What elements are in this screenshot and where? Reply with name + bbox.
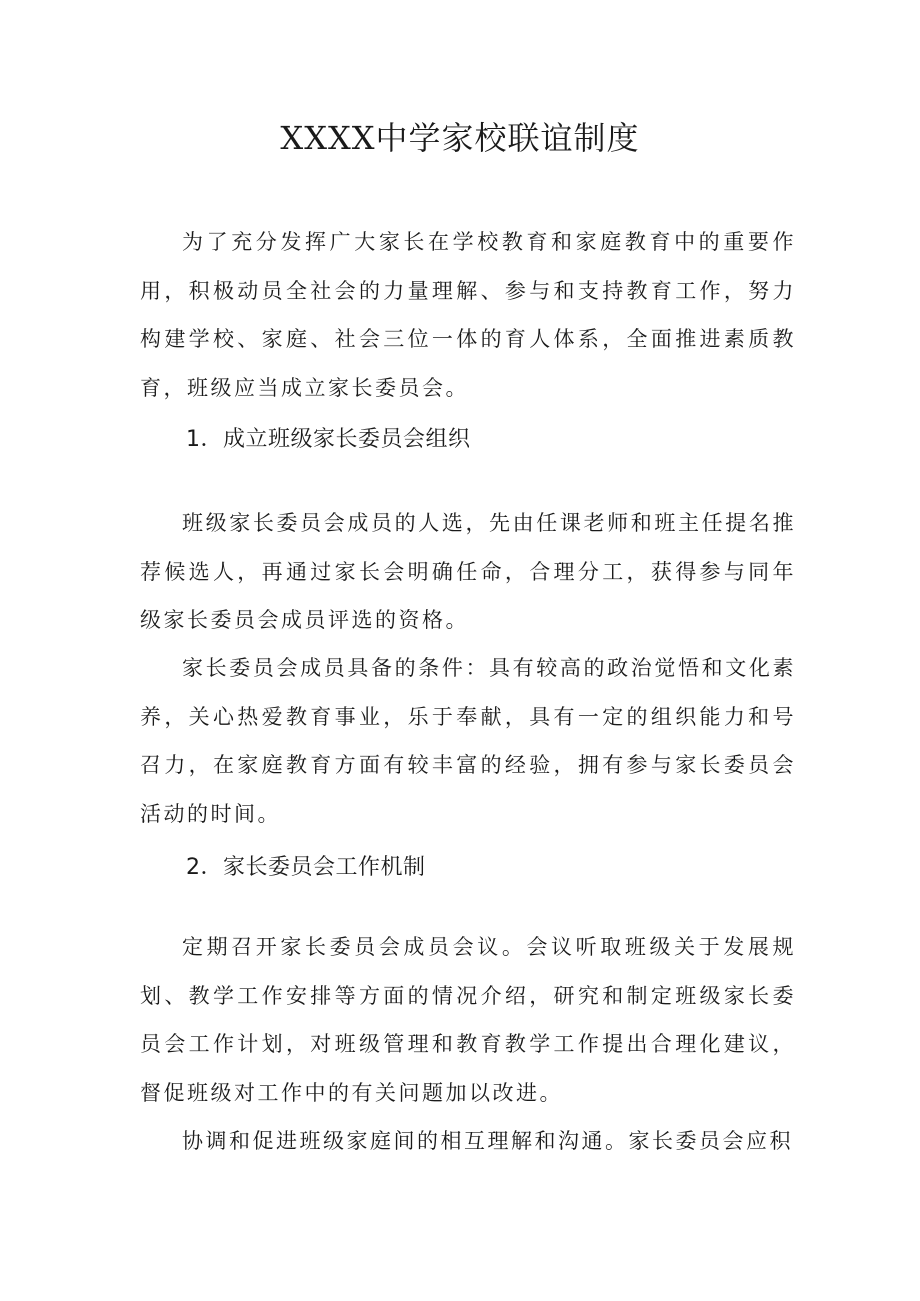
- document-title: XXXX中学家校联谊制度: [280, 119, 640, 157]
- section-heading-1: 1．成立班级家长委员会组织: [186, 427, 471, 452]
- paragraph-member-selection: 班级家长委员会成员的人选，先由任课老师和班主任提名推荐候选人，再通过家长会明确任命，合理分工，获得参与同年级家长委员会成员评选的资格。: [140, 511, 796, 632]
- paragraph-member-conditions: 家长委员会成员具备的条件：具有较高的政治觉悟和文化素养，关心热爱教育事业，乐于奉献，具有一定的组织能力和号召力，在家庭教育方面有较丰富的经验，拥有参与家长委员会活动的时间。: [140, 656, 796, 826]
- section-heading-2: 2．家长委员会工作机制: [186, 855, 426, 880]
- intro-paragraph: 为了充分发挥广大家长在学校教育和家庭教育中的重要作用，积极动员全社会的力量理解、参与和支持教育工作，努力构建学校、家庭、社会三位一体的育人体系，全面推进素质教育，班级应当成立家长委员会。: [140, 230, 796, 400]
- paragraph-coordination: 协调和促进班级家庭间的相互理解和沟通。家长委员会应积: [182, 1129, 793, 1153]
- paragraph-regular-meetings: 定期召开家长委员会成员会议。会议听取班级关于发展规划、教学工作安排等方面的情况介绍，研究和制定班级家长委员会工作计划，对班级管理和教育教学工作提出合理化建议，督促班级对工作中的有关问题加以改进。: [140, 935, 796, 1105]
